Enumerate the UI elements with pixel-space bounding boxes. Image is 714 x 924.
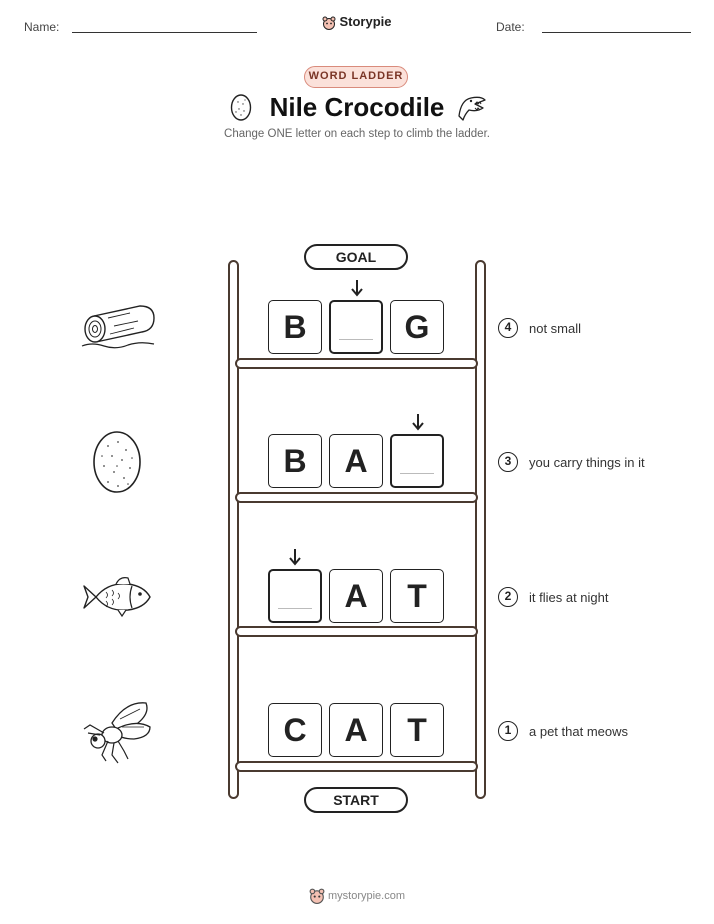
letter-tile: B [268, 434, 322, 488]
ladder-right-rail [476, 261, 485, 798]
letter-tile: A [329, 703, 383, 757]
name-label: Name: [24, 20, 60, 34]
egg-icon [90, 428, 144, 494]
arrow-down-icon [350, 279, 364, 297]
word-ladder-badge: WORD LADDER [304, 66, 408, 88]
letter-tile: C [268, 703, 322, 757]
blank-letter-input[interactable] [268, 569, 322, 623]
brand-name: Storypie [339, 14, 392, 29]
step-number: 4 [498, 318, 518, 338]
fish-icon [82, 574, 154, 620]
step-number: 1 [498, 721, 518, 741]
fly-icon [82, 697, 154, 765]
arrow-down-icon [288, 548, 302, 566]
page-title: Nile Crocodile [269, 92, 445, 122]
step-number: 3 [498, 452, 518, 472]
goal-label: GOAL [304, 244, 408, 270]
clue-text: it flies at night [529, 590, 609, 605]
log-icon [80, 302, 158, 352]
start-label: START [304, 787, 408, 813]
ladder-rung [236, 359, 477, 368]
letter-tile: T [390, 703, 444, 757]
storypie-mascot-icon [309, 888, 325, 904]
clue-text: a pet that meows [529, 724, 628, 739]
letter-tile: A [329, 569, 383, 623]
ladder-left-rail [229, 261, 238, 798]
blank-letter-input[interactable] [390, 434, 444, 488]
footer [0, 888, 714, 904]
letter-tile: A [329, 434, 383, 488]
instructions: Change ONE letter on each step to climb the ladder. [224, 128, 490, 140]
letter-tile: G [390, 300, 444, 354]
ladder-rung [236, 762, 477, 771]
footer-url[interactable]: mystorypie.com [327, 889, 406, 902]
arrow-down-icon [411, 413, 425, 431]
ladder-rung [236, 627, 477, 636]
clue-text: you carry things in it [529, 455, 645, 470]
ladder-rung [236, 493, 477, 502]
letter-tile: T [390, 569, 444, 623]
clue-text: not small [529, 321, 582, 336]
date-label: Date: [496, 20, 525, 34]
step-number: 2 [498, 587, 518, 607]
blank-letter-input[interactable] [329, 300, 383, 354]
letter-tile: B [268, 300, 322, 354]
